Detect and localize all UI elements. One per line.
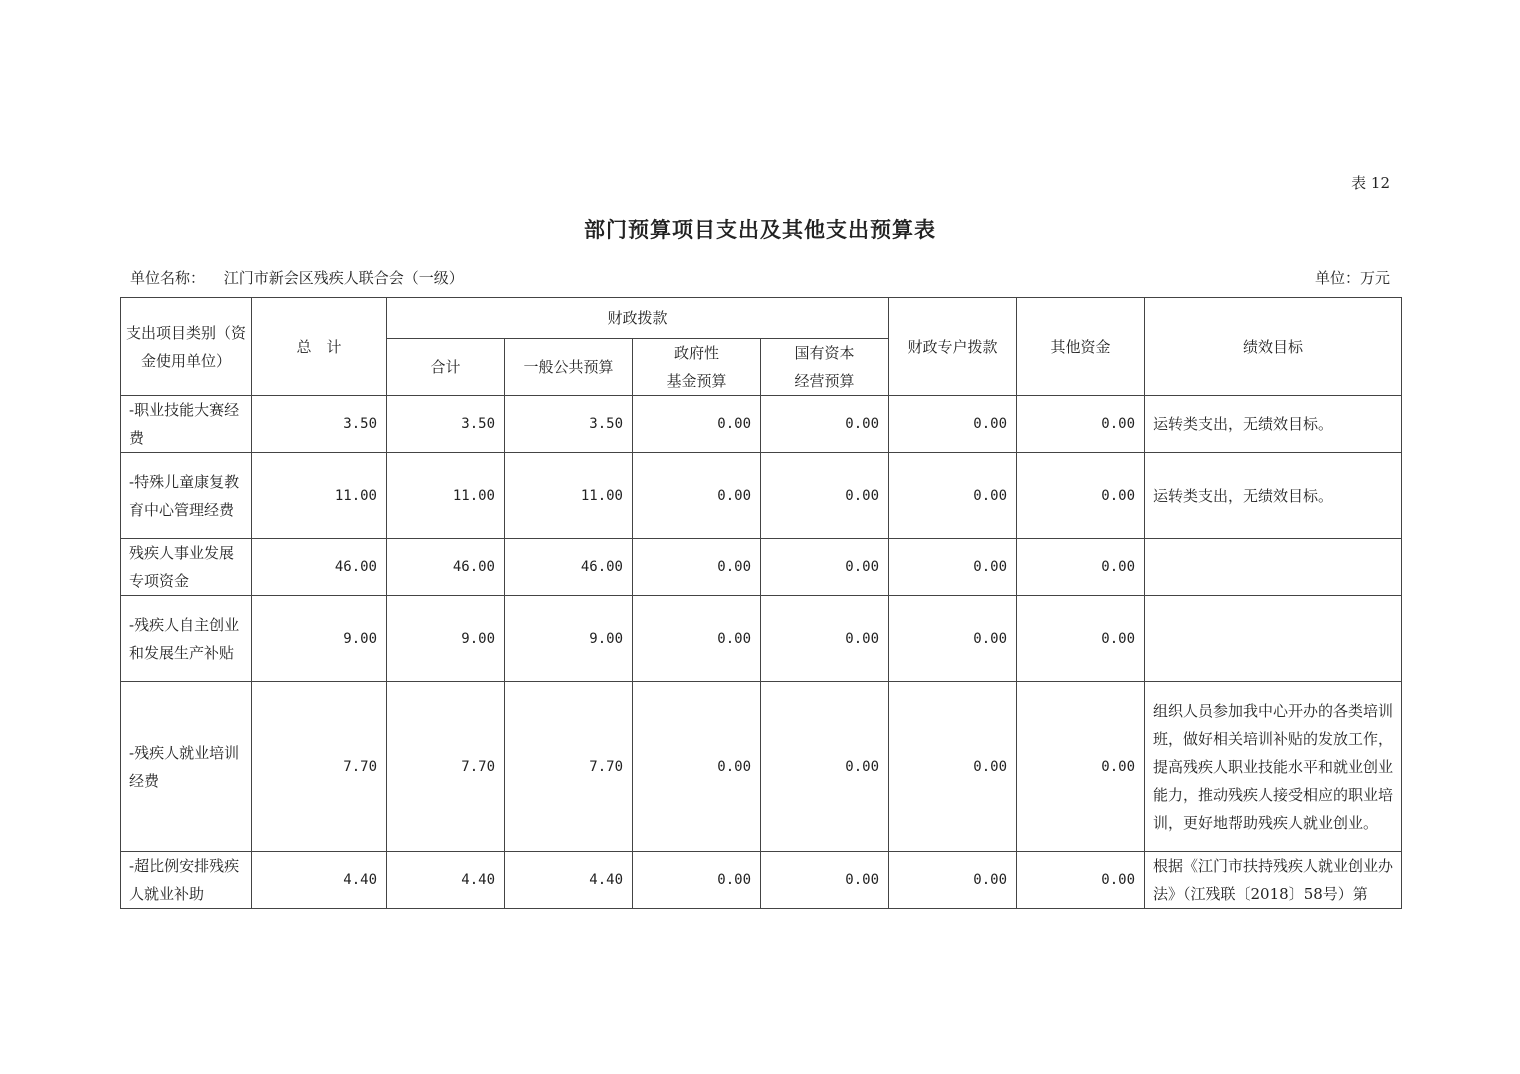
table-row xyxy=(121,682,1402,852)
row-goal: 运转类支出，无绩效目标。 xyxy=(1145,453,1402,539)
row-gov-fund: 0.00 xyxy=(633,682,761,852)
row-special: 0.00 xyxy=(889,852,1017,909)
header-performance: 绩效目标 xyxy=(1145,298,1402,396)
row-other: 0.00 xyxy=(1017,682,1145,852)
row-goal: 组织人员参加我中心开办的各类培训班，做好相关培训补贴的发放工作，提高残疾人职业技能水平和就业创业能力，推动残疾人接受相应的职业培训，更好地帮助残疾人就业创业。 xyxy=(1145,682,1402,852)
header-subtotal: 合计 xyxy=(387,339,505,396)
budget-table xyxy=(120,297,1402,909)
row-other: 0.00 xyxy=(1017,596,1145,682)
row-general: 46.00 xyxy=(505,539,633,596)
row-category: -超比例安排残疾人就业补助 xyxy=(121,852,252,909)
row-other: 0.00 xyxy=(1017,539,1145,596)
header-gov-fund-line1: 政府性 xyxy=(673,344,719,362)
row-gov-fund: 0.00 xyxy=(633,539,761,596)
row-subtotal: 4.40 xyxy=(387,852,505,909)
row-state-capital: 0.00 xyxy=(761,596,889,682)
table-row xyxy=(121,852,1402,909)
page-title: 部门预算项目支出及其他支出预算表 xyxy=(584,217,936,242)
header-total: 总 计 xyxy=(252,298,387,396)
row-other: 0.00 xyxy=(1017,453,1145,539)
table-row xyxy=(121,539,1402,596)
row-general: 7.70 xyxy=(505,682,633,852)
table-row xyxy=(121,596,1402,682)
row-gov-fund: 0.00 xyxy=(633,396,761,453)
row-other: 0.00 xyxy=(1017,852,1145,909)
row-category: 残疾人事业发展专项资金 xyxy=(121,539,252,596)
row-general: 3.50 xyxy=(505,396,633,453)
row-state-capital: 0.00 xyxy=(761,396,889,453)
header-general-budget: 一般公共预算 xyxy=(505,339,633,396)
row-total: 7.70 xyxy=(252,682,387,852)
row-other: 0.00 xyxy=(1017,396,1145,453)
header-gov-fund xyxy=(633,339,761,396)
unit-name-label: 单位名称： xyxy=(130,269,206,287)
row-gov-fund: 0.00 xyxy=(633,596,761,682)
row-special: 0.00 xyxy=(889,539,1017,596)
header-other-funds: 其他资金 xyxy=(1017,298,1145,396)
row-subtotal: 11.00 xyxy=(387,453,505,539)
unit-name-value: 江门市新会区残疾人联合会（一级） xyxy=(223,269,464,287)
row-subtotal: 3.50 xyxy=(387,396,505,453)
header-special-fiscal: 财政专户拨款 xyxy=(889,298,1017,396)
row-subtotal: 46.00 xyxy=(387,539,505,596)
row-goal: 运转类支出，无绩效目标。 xyxy=(1145,396,1402,453)
header-fiscal-group: 财政拨款 xyxy=(387,298,889,339)
row-state-capital: 0.00 xyxy=(761,453,889,539)
row-category: -职业技能大赛经费 xyxy=(121,396,252,453)
row-state-capital: 0.00 xyxy=(761,852,889,909)
row-special: 0.00 xyxy=(889,596,1017,682)
row-category: -残疾人就业培训经费 xyxy=(121,682,252,852)
row-special: 0.00 xyxy=(889,396,1017,453)
row-total: 3.50 xyxy=(252,396,387,453)
unit-name xyxy=(130,267,464,288)
row-gov-fund: 0.00 xyxy=(633,453,761,539)
row-goal xyxy=(1145,596,1402,682)
currency-unit: 单位：万元 xyxy=(1314,269,1390,287)
row-state-capital: 0.00 xyxy=(761,539,889,596)
row-category: -残疾人自主创业和发展生产补贴 xyxy=(121,596,252,682)
header-category: 支出项目类别（资金使用单位） xyxy=(121,298,252,396)
row-general: 11.00 xyxy=(505,453,633,539)
row-special: 0.00 xyxy=(889,453,1017,539)
table-number: 表 12 xyxy=(1351,174,1390,192)
header-state-capital-line1: 国有资本 xyxy=(794,344,855,362)
row-total: 46.00 xyxy=(252,539,387,596)
row-total: 11.00 xyxy=(252,453,387,539)
row-special: 0.00 xyxy=(889,682,1017,852)
row-subtotal: 7.70 xyxy=(387,682,505,852)
row-category: -特殊儿童康复教育中心管理经费 xyxy=(121,453,252,539)
header-gov-fund-line2: 基金预算 xyxy=(666,372,727,390)
table-row xyxy=(121,453,1402,539)
row-gov-fund: 0.00 xyxy=(633,852,761,909)
row-general: 4.40 xyxy=(505,852,633,909)
row-state-capital: 0.00 xyxy=(761,682,889,852)
table-row xyxy=(121,396,1402,453)
header-state-capital xyxy=(761,339,889,396)
row-total: 4.40 xyxy=(252,852,387,909)
row-goal xyxy=(1145,539,1402,596)
row-general: 9.00 xyxy=(505,596,633,682)
header-state-capital-line2: 经营预算 xyxy=(794,372,855,390)
row-total: 9.00 xyxy=(252,596,387,682)
row-goal: 根据《江门市扶持残疾人就业创业办法》（江残联〔2018〕58号）第 xyxy=(1145,852,1402,909)
row-subtotal: 9.00 xyxy=(387,596,505,682)
